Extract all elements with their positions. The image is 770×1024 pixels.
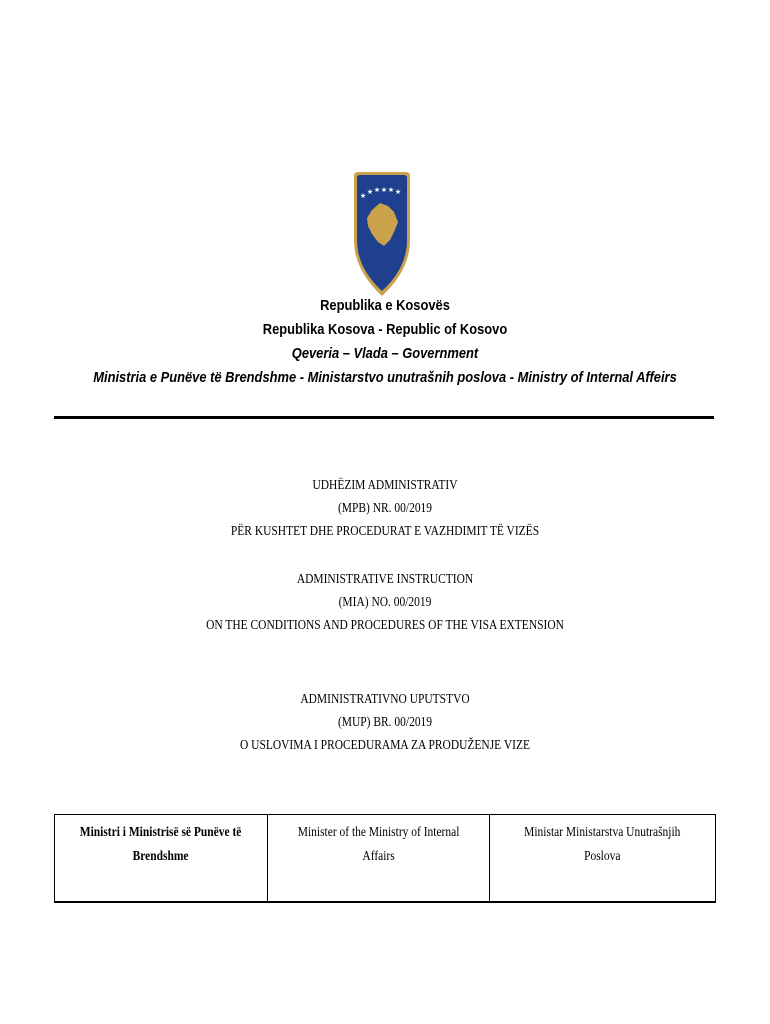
signature-title: Minister of the Ministry of Internal [297,825,460,840]
ministry-line: Ministria e Punëve të Brendshme - Ministarstvo unutrašnih poslova - Ministry of Internal Affeirs [93,369,677,386]
signature-cell-sr [490,815,716,901]
republic-name-sq: Republika e Kosovës [320,297,450,314]
coat-of-arms-icon [350,170,414,298]
instruction-subject: O USLOVIMA I PROCEDURAMA ZA PRODUŽENJE VIZE [240,738,530,753]
government-header [0,294,770,390]
header-divider [54,416,714,419]
svg-text:★: ★ [366,188,374,196]
svg-text:★: ★ [387,186,395,194]
instruction-subject: ON THE CONDITIONS AND PROCEDURES OF THE VISA EXTENSION [206,618,564,633]
signature-table [54,814,716,903]
signature-title: Poslova [584,849,621,864]
signature-title: Brendshme [133,849,189,864]
republic-name-multilang: Republika Kosova - Republic of Kosovo [262,321,508,338]
instruction-block-sq [0,474,770,543]
svg-text:★: ★ [394,188,402,196]
instruction-subject: PËR KUSHTET DHE PROCEDURAT E VAZHDIMIT TË VIZËS [230,524,540,539]
instruction-number: (MIA) NO. 00/2019 [338,595,432,610]
signature-cell-en [268,815,490,901]
signature-title: Ministar Ministarstva Unutrašnjih [524,825,681,840]
instruction-number: (MPB) NR. 00/2019 [337,501,433,516]
instruction-block-en [0,568,770,637]
svg-text:★: ★ [373,186,381,194]
government-line: Qeveria – Vlada – Government [291,345,479,362]
signature-title: Ministri i Ministrisë së Punëve të [80,825,242,840]
instruction-block-sr [0,688,770,757]
instruction-title: ADMINISTRATIVNO UPUTSTVO [300,692,470,707]
svg-text:★: ★ [380,186,388,194]
instruction-number: (MUP) BR. 00/2019 [337,715,433,730]
instruction-title: ADMINISTRATIVE INSTRUCTION [296,572,474,587]
instruction-title: UDHËZIM ADMINISTRATIV [312,478,458,493]
svg-text:★: ★ [359,192,367,200]
signature-title: Affairs [362,849,395,864]
signature-cell-sq [54,815,268,901]
